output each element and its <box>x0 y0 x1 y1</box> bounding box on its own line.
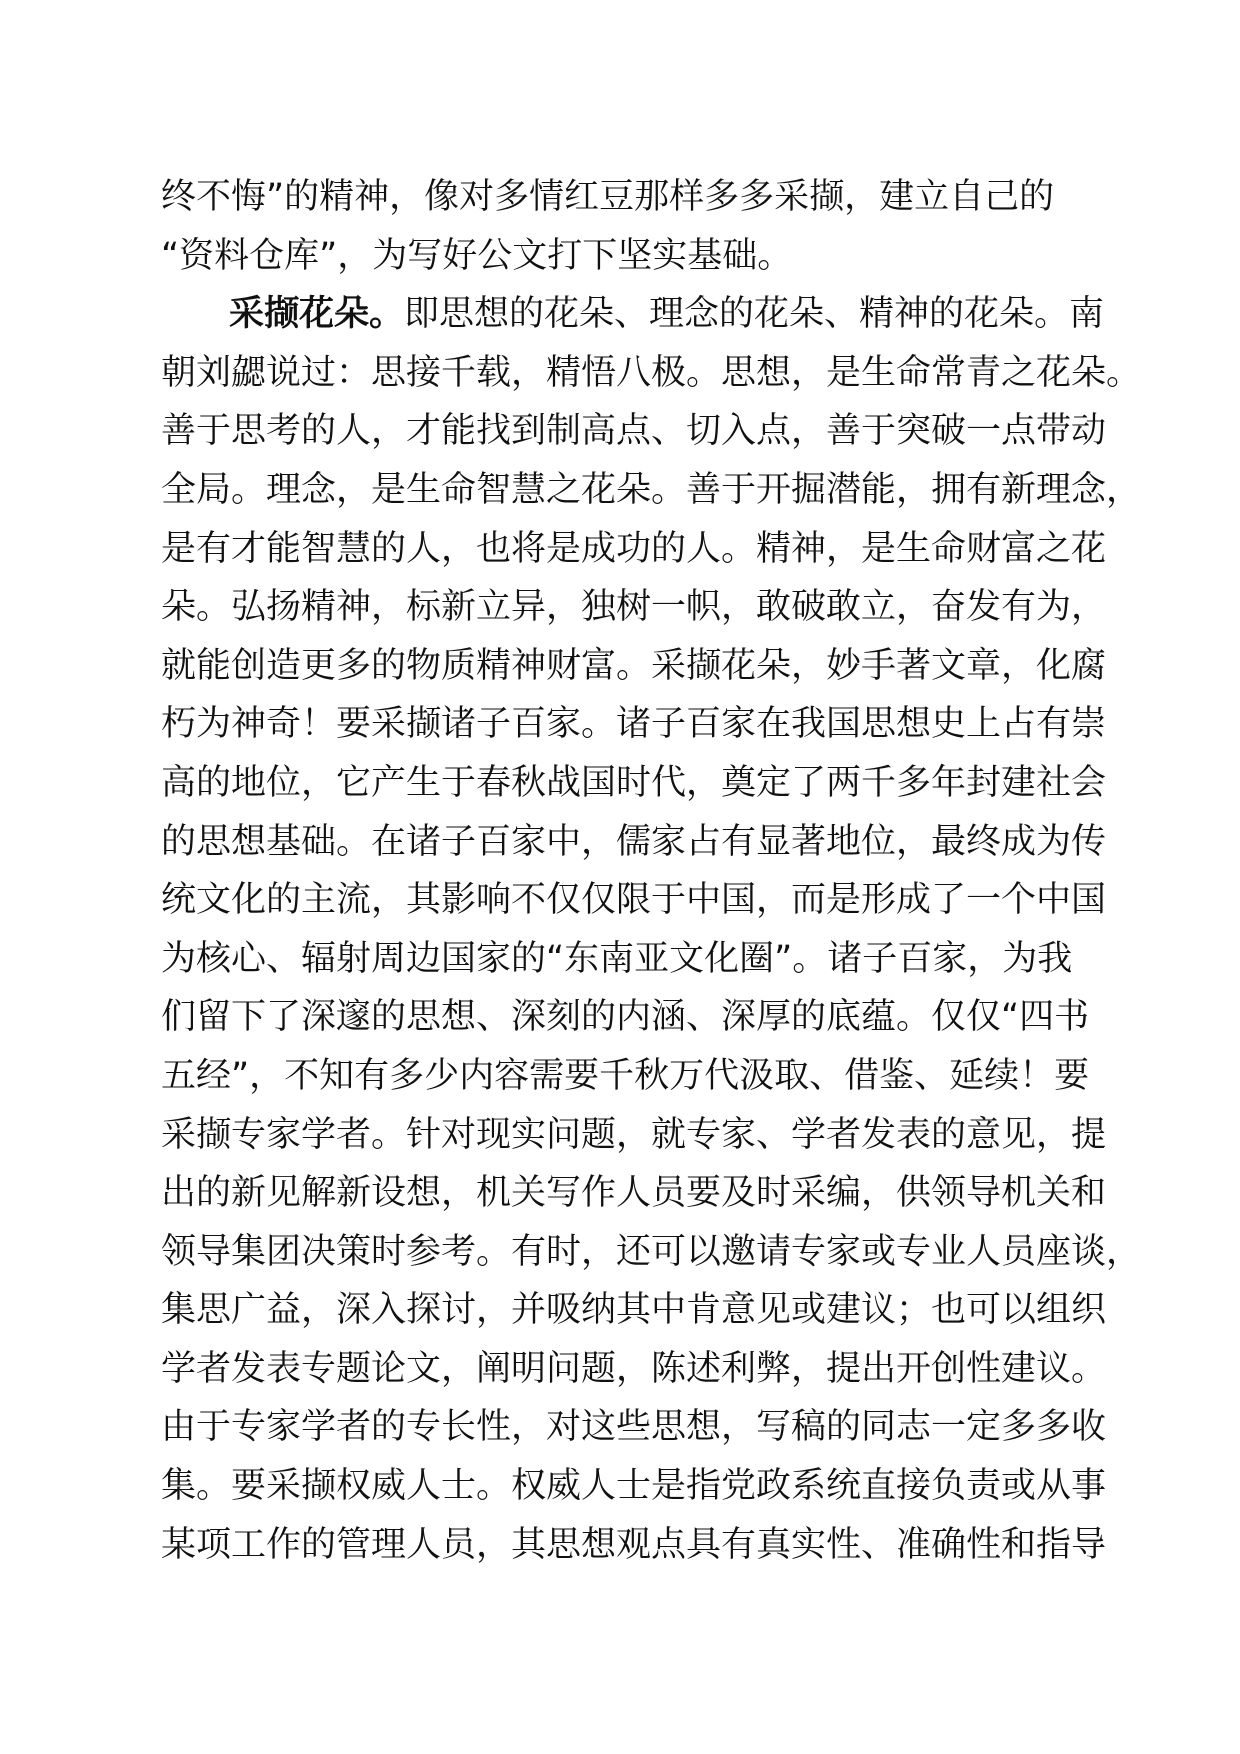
text-line: 由于专家学者的专长性，对这些思想，写稿的同志一定多多收 <box>161 1407 1107 1448</box>
text-line: 集。要采撷权威人士。权威人士是指党政系统直接负责或从事 <box>161 1466 1107 1507</box>
text-line: 是有才能智慧的人，也将是成功的人。精神，是生命财富之花 <box>161 528 1107 569</box>
text-line: 集思广益，深入探讨，并吸纳其中肯意见或建议；也可以组织 <box>161 1290 1107 1331</box>
paragraph-first-line <box>161 285 1105 344</box>
text-line: 某项工作的管理人员，其思想观点具有真实性、准确性和指导 <box>161 1524 1107 1565</box>
text-line: 们留下了深邃的思想、深刻的内涵、深厚的底蕴。仅仅“四书 <box>161 997 1090 1038</box>
text-line: 五经”，不知有多少内容需要千秋万代汲取、借鉴、延续！要 <box>161 1055 1090 1096</box>
text-line: 就能创造更多的物质精神财富。采撷花朵，妙手著文章，化腐 <box>161 645 1107 686</box>
text-line: 采撷专家学者。针对现实问题，就专家、学者发表的意见，提 <box>161 1114 1107 1155</box>
text-line: 全局。理念，是生命智慧之花朵。善于开掘潜能，拥有新理念， <box>161 469 1142 510</box>
text-line: 学者发表专题论文，阐明问题，陈述利弊，提出开创性建议。 <box>161 1348 1107 1389</box>
text-line: 为核心、辐射周边国家的“东南亚文化圈”。诸子百家，为我 <box>161 938 1073 979</box>
text-line: 高的地位，它产生于春秋战国时代，奠定了两千多年封建社会 <box>161 762 1107 803</box>
text-line: 的思想基础。在诸子百家中，儒家占有显著地位，最终成为传 <box>161 821 1107 862</box>
text-line: 出的新见解新设想，机关写作人员要及时采编，供领导机关和 <box>161 1173 1107 1214</box>
text-line: “资料仓库”，为写好公文打下坚实基础。 <box>161 235 793 276</box>
text-line: 终不悔”的精神，像对多情红豆那样多多采撷，建立自己的 <box>161 177 1055 217</box>
text-line-rest: 即思想的花朵、理念的花朵、精神的花朵。南 <box>404 294 1105 335</box>
text-line: 善于思考的人，才能找到制高点、切入点，善于突破一点带动 <box>161 411 1107 452</box>
text-line: 朵。弘扬精神，标新立异，独树一帜，敢破敢立，奋发有为， <box>161 587 1107 628</box>
paragraph-picking-flowers <box>161 285 1142 1574</box>
text-line: 朽为神奇！要采撷诸子百家。诸子百家在我国思想史上占有崇 <box>161 704 1107 745</box>
paragraph-continuation <box>161 168 1101 285</box>
text-line: 统文化的主流，其影响不仅仅限于中国，而是形成了一个中国 <box>161 880 1107 921</box>
body-text <box>161 168 1142 1574</box>
text-line: 朝刘勰说过：思接千载，精悟八极。思想，是生命常青之花朵。 <box>161 352 1142 393</box>
text-line: 领导集团决策时参考。有时，还可以邀请专家或专业人员座谈， <box>161 1231 1142 1272</box>
paragraph-heading: 采撷花朵。 <box>229 294 405 335</box>
